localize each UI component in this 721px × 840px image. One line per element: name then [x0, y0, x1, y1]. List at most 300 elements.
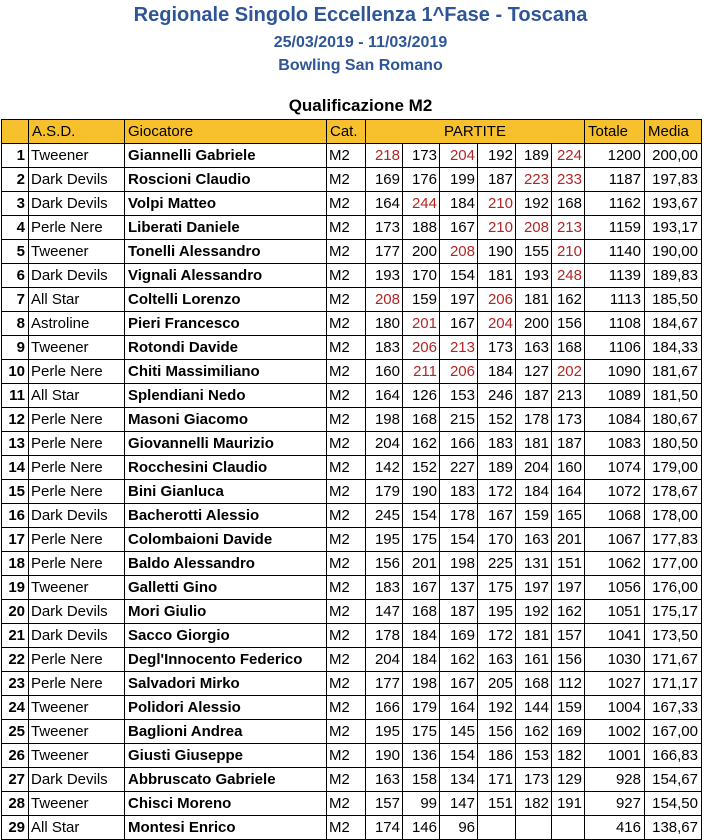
game-score-cell: 147: [440, 792, 478, 816]
game-score-cell: 156: [478, 720, 516, 744]
category-cell: M2: [327, 240, 366, 264]
section-title: Qualificazione M2: [288, 96, 433, 115]
game-score-cell: 99: [403, 792, 440, 816]
asd-cell: Perle Nere: [29, 648, 125, 672]
total-cell: 1083: [585, 432, 645, 456]
game-score-cell: 244: [403, 192, 440, 216]
game-score-cell: 167: [403, 576, 440, 600]
game-score-cell: 198: [366, 408, 403, 432]
game-score-cell: 201: [403, 312, 440, 336]
game-score-cell: 192: [516, 192, 552, 216]
game-score-cell: 205: [478, 672, 516, 696]
standings-table: [1, 119, 702, 840]
game-score-cell: 183: [366, 336, 403, 360]
game-score-cell: 163: [366, 768, 403, 792]
asd-cell: Dark Devils: [29, 600, 125, 624]
rank-cell: 9: [2, 336, 29, 360]
game-score-cell: 158: [403, 768, 440, 792]
total-cell: 1106: [585, 336, 645, 360]
rank-cell: 25: [2, 720, 29, 744]
asd-cell: Tweener: [29, 240, 125, 264]
col-asd-header: A.S.D.: [29, 120, 125, 144]
game-score-cell: 176: [403, 168, 440, 192]
game-score-cell: 155: [516, 240, 552, 264]
game-score-cell: 169: [366, 168, 403, 192]
category-cell: M2: [327, 312, 366, 336]
player-cell: Liberati Daniele: [125, 216, 327, 240]
total-cell: 1090: [585, 360, 645, 384]
game-score-cell: 206: [403, 336, 440, 360]
game-score-cell: 159: [403, 288, 440, 312]
game-score-cell: 172: [478, 480, 516, 504]
game-score-cell: 218: [366, 144, 403, 168]
total-cell: 1027: [585, 672, 645, 696]
game-score-cell: 184: [516, 480, 552, 504]
game-score-cell: 164: [552, 480, 585, 504]
game-score-cell: 224: [552, 144, 585, 168]
game-score-cell: 189: [478, 456, 516, 480]
asd-cell: Perle Nere: [29, 552, 125, 576]
game-score-cell: 175: [403, 528, 440, 552]
player-cell: Roscioni Claudio: [125, 168, 327, 192]
table-row: [2, 768, 702, 792]
asd-cell: Astroline: [29, 312, 125, 336]
table-row: [2, 696, 702, 720]
game-score-cell: 227: [440, 456, 478, 480]
average-cell: 180,67: [645, 408, 702, 432]
game-score-cell: 177: [366, 240, 403, 264]
total-cell: 1113: [585, 288, 645, 312]
game-score-cell: [552, 816, 585, 840]
game-score-cell: 154: [440, 744, 478, 768]
asd-cell: Perle Nere: [29, 432, 125, 456]
game-score-cell: 197: [516, 576, 552, 600]
game-score-cell: 193: [516, 264, 552, 288]
total-cell: 1074: [585, 456, 645, 480]
player-cell: Polidori Alessio: [125, 696, 327, 720]
col-avg-header: Media: [645, 120, 702, 144]
game-score-cell: 162: [440, 648, 478, 672]
game-score-cell: 163: [516, 528, 552, 552]
game-score-cell: 190: [403, 480, 440, 504]
game-score-cell: 197: [552, 576, 585, 600]
player-cell: Masoni Giacomo: [125, 408, 327, 432]
col-total-header: Totale: [585, 120, 645, 144]
game-score-cell: 192: [478, 144, 516, 168]
table-row: [2, 384, 702, 408]
category-cell: M2: [327, 576, 366, 600]
game-score-cell: 162: [516, 720, 552, 744]
game-score-cell: 187: [478, 168, 516, 192]
game-score-cell: 170: [403, 264, 440, 288]
asd-cell: Dark Devils: [29, 504, 125, 528]
player-cell: Sacco Giorgio: [125, 624, 327, 648]
game-score-cell: 210: [478, 192, 516, 216]
rank-cell: 19: [2, 576, 29, 600]
asd-cell: Dark Devils: [29, 264, 125, 288]
game-score-cell: 131: [516, 552, 552, 576]
game-score-cell: 166: [366, 696, 403, 720]
game-score-cell: 126: [403, 384, 440, 408]
game-score-cell: 195: [366, 720, 403, 744]
average-cell: 181,50: [645, 384, 702, 408]
game-score-cell: 178: [440, 504, 478, 528]
game-score-cell: 188: [403, 216, 440, 240]
average-cell: 193,67: [645, 192, 702, 216]
total-cell: 1108: [585, 312, 645, 336]
game-score-cell: 163: [516, 336, 552, 360]
asd-cell: All Star: [29, 384, 125, 408]
category-cell: M2: [327, 144, 366, 168]
game-score-cell: 166: [440, 432, 478, 456]
game-score-cell: 168: [403, 600, 440, 624]
asd-cell: Perle Nere: [29, 408, 125, 432]
game-score-cell: [516, 816, 552, 840]
category-cell: M2: [327, 408, 366, 432]
table-row: [2, 288, 702, 312]
game-score-cell: 156: [366, 552, 403, 576]
player-cell: Giusti Giuseppe: [125, 744, 327, 768]
player-cell: Chiti Massimiliano: [125, 360, 327, 384]
average-cell: 167,00: [645, 720, 702, 744]
rank-cell: 8: [2, 312, 29, 336]
game-score-cell: 145: [440, 720, 478, 744]
game-score-cell: 164: [440, 696, 478, 720]
game-score-cell: 215: [440, 408, 478, 432]
game-score-cell: 168: [403, 408, 440, 432]
player-cell: Rocchesini Claudio: [125, 456, 327, 480]
average-cell: 177,00: [645, 552, 702, 576]
asd-cell: Perle Nere: [29, 480, 125, 504]
table-row: [2, 624, 702, 648]
game-score-cell: 164: [366, 192, 403, 216]
asd-cell: Tweener: [29, 696, 125, 720]
category-cell: M2: [327, 600, 366, 624]
game-score-cell: 210: [552, 240, 585, 264]
table-row: [2, 576, 702, 600]
game-score-cell: 127: [516, 360, 552, 384]
game-score-cell: 198: [403, 672, 440, 696]
col-games-header: PARTITE: [366, 120, 585, 144]
game-score-cell: 187: [440, 600, 478, 624]
game-score-cell: 184: [478, 360, 516, 384]
average-cell: 179,00: [645, 456, 702, 480]
category-cell: M2: [327, 192, 366, 216]
total-cell: 1187: [585, 168, 645, 192]
average-cell: 171,17: [645, 672, 702, 696]
game-score-cell: 144: [516, 696, 552, 720]
game-score-cell: 204: [366, 432, 403, 456]
rank-cell: 7: [2, 288, 29, 312]
game-score-cell: 248: [552, 264, 585, 288]
game-score-cell: 208: [440, 240, 478, 264]
player-cell: Bacherotti Alessio: [125, 504, 327, 528]
average-cell: 154,67: [645, 768, 702, 792]
total-cell: 1072: [585, 480, 645, 504]
rank-cell: 3: [2, 192, 29, 216]
game-score-cell: 147: [366, 600, 403, 624]
table-row: [2, 360, 702, 384]
game-score-cell: 129: [552, 768, 585, 792]
rank-cell: 12: [2, 408, 29, 432]
game-score-cell: 156: [552, 648, 585, 672]
game-score-cell: 213: [552, 216, 585, 240]
total-cell: 1084: [585, 408, 645, 432]
game-score-cell: 191: [552, 792, 585, 816]
game-score-cell: 198: [440, 552, 478, 576]
game-score-cell: 177: [366, 672, 403, 696]
game-score-cell: 165: [552, 504, 585, 528]
game-score-cell: 154: [440, 264, 478, 288]
game-score-cell: 175: [403, 720, 440, 744]
game-score-cell: 171: [478, 768, 516, 792]
game-score-cell: 157: [366, 792, 403, 816]
average-cell: 193,17: [645, 216, 702, 240]
game-score-cell: 174: [366, 816, 403, 840]
table-row: [2, 552, 702, 576]
game-score-cell: 181: [516, 624, 552, 648]
player-cell: Baldo Alessandro: [125, 552, 327, 576]
table-row: [2, 264, 702, 288]
total-cell: 1030: [585, 648, 645, 672]
game-score-cell: 167: [440, 672, 478, 696]
category-cell: M2: [327, 744, 366, 768]
average-cell: 175,17: [645, 600, 702, 624]
asd-cell: Tweener: [29, 744, 125, 768]
category-cell: M2: [327, 456, 366, 480]
asd-cell: Dark Devils: [29, 192, 125, 216]
rank-cell: 23: [2, 672, 29, 696]
total-cell: 1089: [585, 384, 645, 408]
total-cell: 1140: [585, 240, 645, 264]
game-score-cell: 167: [440, 312, 478, 336]
asd-cell: Perle Nere: [29, 216, 125, 240]
game-score-cell: 169: [552, 720, 585, 744]
game-score-cell: 195: [478, 600, 516, 624]
game-score-cell: 199: [440, 168, 478, 192]
game-score-cell: 151: [552, 552, 585, 576]
game-score-cell: 152: [478, 408, 516, 432]
total-cell: 1067: [585, 528, 645, 552]
total-cell: 1200: [585, 144, 645, 168]
total-cell: 1041: [585, 624, 645, 648]
game-score-cell: 225: [478, 552, 516, 576]
average-cell: 171,67: [645, 648, 702, 672]
table-row: [2, 144, 702, 168]
asd-cell: Perle Nere: [29, 528, 125, 552]
player-cell: Tonelli Alessandro: [125, 240, 327, 264]
game-score-cell: 168: [516, 672, 552, 696]
rank-cell: 20: [2, 600, 29, 624]
player-cell: Abbruscato Gabriele: [125, 768, 327, 792]
category-cell: M2: [327, 504, 366, 528]
game-score-cell: 178: [516, 408, 552, 432]
game-score-cell: 183: [440, 480, 478, 504]
player-cell: Baglioni Andrea: [125, 720, 327, 744]
asd-cell: Tweener: [29, 576, 125, 600]
table-row: [2, 792, 702, 816]
table-row: [2, 216, 702, 240]
game-score-cell: 211: [403, 360, 440, 384]
table-row: [2, 168, 702, 192]
game-score-cell: 160: [552, 456, 585, 480]
asd-cell: Perle Nere: [29, 456, 125, 480]
rank-cell: 10: [2, 360, 29, 384]
category-cell: M2: [327, 336, 366, 360]
player-cell: Colombaioni Davide: [125, 528, 327, 552]
rank-cell: 17: [2, 528, 29, 552]
game-score-cell: 190: [478, 240, 516, 264]
game-score-cell: 193: [366, 264, 403, 288]
average-cell: 178,00: [645, 504, 702, 528]
rank-cell: 22: [2, 648, 29, 672]
game-score-cell: 204: [366, 648, 403, 672]
category-cell: M2: [327, 288, 366, 312]
category-cell: M2: [327, 216, 366, 240]
table-row: [2, 480, 702, 504]
table-row: [2, 336, 702, 360]
game-score-cell: 154: [403, 504, 440, 528]
game-score-cell: 206: [478, 288, 516, 312]
game-score-cell: 181: [516, 288, 552, 312]
game-score-cell: 200: [516, 312, 552, 336]
category-cell: M2: [327, 672, 366, 696]
average-cell: 167,33: [645, 696, 702, 720]
game-score-cell: 213: [440, 336, 478, 360]
game-score-cell: 184: [403, 648, 440, 672]
rank-cell: 28: [2, 792, 29, 816]
game-score-cell: 152: [403, 456, 440, 480]
game-score-cell: 167: [440, 216, 478, 240]
average-cell: 184,67: [645, 312, 702, 336]
asd-cell: Tweener: [29, 336, 125, 360]
game-score-cell: 204: [516, 456, 552, 480]
game-score-cell: 96: [440, 816, 478, 840]
asd-cell: All Star: [29, 288, 125, 312]
category-cell: M2: [327, 264, 366, 288]
total-cell: 927: [585, 792, 645, 816]
average-cell: 173,50: [645, 624, 702, 648]
table-row: [2, 720, 702, 744]
average-cell: 185,50: [645, 288, 702, 312]
game-score-cell: 201: [552, 528, 585, 552]
player-cell: Degl'Innocento Federico: [125, 648, 327, 672]
game-score-cell: 153: [440, 384, 478, 408]
game-score-cell: 180: [366, 312, 403, 336]
asd-cell: Dark Devils: [29, 168, 125, 192]
average-cell: 166,83: [645, 744, 702, 768]
average-cell: 176,00: [645, 576, 702, 600]
average-cell: 181,67: [645, 360, 702, 384]
table-row: [2, 432, 702, 456]
table-row: [2, 600, 702, 624]
total-cell: 1068: [585, 504, 645, 528]
asd-cell: Dark Devils: [29, 624, 125, 648]
game-score-cell: 178: [366, 624, 403, 648]
category-cell: M2: [327, 360, 366, 384]
rank-cell: 16: [2, 504, 29, 528]
player-cell: Giovannelli Maurizio: [125, 432, 327, 456]
game-score-cell: 202: [552, 360, 585, 384]
game-score-cell: 183: [366, 576, 403, 600]
game-score-cell: 184: [403, 624, 440, 648]
rank-cell: 18: [2, 552, 29, 576]
game-score-cell: 153: [516, 744, 552, 768]
game-score-cell: 157: [552, 624, 585, 648]
table-row: [2, 744, 702, 768]
total-cell: 1162: [585, 192, 645, 216]
game-score-cell: 154: [440, 528, 478, 552]
asd-cell: Tweener: [29, 720, 125, 744]
rank-cell: 29: [2, 816, 29, 840]
game-score-cell: 112: [552, 672, 585, 696]
game-score-cell: 189: [516, 144, 552, 168]
asd-cell: Perle Nere: [29, 672, 125, 696]
total-cell: 1139: [585, 264, 645, 288]
game-score-cell: 181: [478, 264, 516, 288]
game-score-cell: 192: [516, 600, 552, 624]
game-score-cell: 184: [440, 192, 478, 216]
game-score-cell: 208: [516, 216, 552, 240]
game-score-cell: 210: [478, 216, 516, 240]
rank-cell: 26: [2, 744, 29, 768]
game-score-cell: 245: [366, 504, 403, 528]
average-cell: 180,50: [645, 432, 702, 456]
category-cell: M2: [327, 432, 366, 456]
game-score-cell: 179: [366, 480, 403, 504]
col-cat-header: Cat.: [327, 120, 366, 144]
average-cell: 138,67: [645, 816, 702, 840]
average-cell: 190,00: [645, 240, 702, 264]
game-score-cell: 137: [440, 576, 478, 600]
average-cell: 184,33: [645, 336, 702, 360]
table-row: [2, 192, 702, 216]
total-cell: 1062: [585, 552, 645, 576]
game-score-cell: 187: [516, 384, 552, 408]
category-cell: M2: [327, 168, 366, 192]
rank-cell: 24: [2, 696, 29, 720]
player-cell: Volpi Matteo: [125, 192, 327, 216]
game-score-cell: 162: [552, 600, 585, 624]
game-score-cell: 173: [366, 216, 403, 240]
average-cell: 154,50: [645, 792, 702, 816]
game-score-cell: 164: [366, 384, 403, 408]
average-cell: 178,67: [645, 480, 702, 504]
game-score-cell: 173: [516, 768, 552, 792]
game-score-cell: 179: [403, 696, 440, 720]
table-row: [2, 648, 702, 672]
rank-cell: 2: [2, 168, 29, 192]
total-cell: 1051: [585, 600, 645, 624]
game-score-cell: 163: [478, 648, 516, 672]
game-score-cell: 168: [552, 336, 585, 360]
rank-cell: 4: [2, 216, 29, 240]
asd-cell: Perle Nere: [29, 360, 125, 384]
game-score-cell: 146: [403, 816, 440, 840]
game-score-cell: 167: [478, 504, 516, 528]
game-score-cell: 246: [478, 384, 516, 408]
game-score-cell: 151: [478, 792, 516, 816]
date-range: 25/03/2019 - 11/03/2019: [273, 34, 448, 51]
game-score-cell: 160: [366, 360, 403, 384]
game-score-cell: 233: [552, 168, 585, 192]
game-score-cell: 173: [403, 144, 440, 168]
average-cell: 200,00: [645, 144, 702, 168]
rank-cell: 6: [2, 264, 29, 288]
player-cell: Coltelli Lorenzo: [125, 288, 327, 312]
player-cell: Pieri Francesco: [125, 312, 327, 336]
player-cell: Bini Gianluca: [125, 480, 327, 504]
